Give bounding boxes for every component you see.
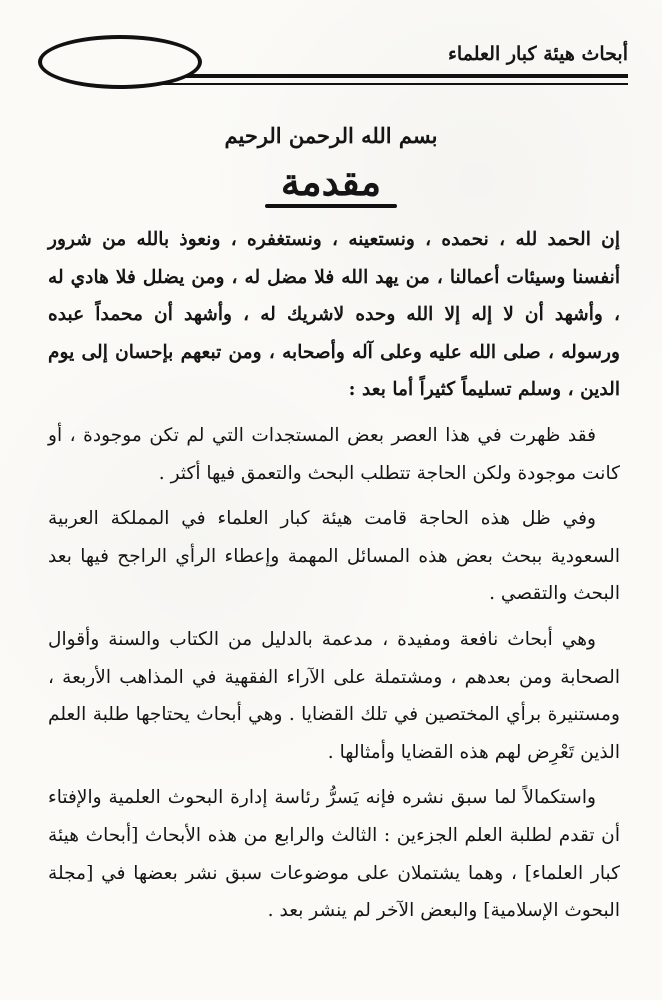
header-rule (138, 74, 628, 78)
page-number-badge (38, 35, 202, 89)
paragraph-4: وهي أبحاث نافعة ومفيدة ، مدعمة بالدليل من الكتاب والسنة وأقوال الصحابة ومن بعدهم ، ومشتملة على الآراء الفقهية في المذاهب الأربعة ، ومستنيرة برأي المختصين في تلك القضايا . وهي أبحاث يحتاجها طلبة العلم الذين تَعْرِض لهم هذه القضايا وأمثالها . (48, 628, 620, 763)
header-title: أبحاث هيئة كبار العلماء (448, 43, 628, 65)
paragraph-2: فقد ظهرت في هذا العصر بعض المستجدات التي لم تكن موجودة ، أو كانت موجودة ولكن الحاجة تتطلب البحث والتعمق فيها أكثر . (48, 424, 620, 484)
header-rule-thin (138, 83, 628, 85)
basmala: بسم الله الرحمن الرحيم (224, 123, 438, 148)
page-header (38, 35, 628, 105)
introduction-heading: مقدمة (0, 159, 662, 204)
paragraph-3: وفي ظل هذه الحاجة قامت هيئة كبار العلماء في المملكة العربية السعودية ببحث بعض هذه المسائل المهمة وإعطاء الرأي الراجح فيها بعد البحث والتقصي . (48, 508, 620, 605)
paragraph-1: إن الحمد لله ، نحمده ، ونستعينه ، ونستغفره ، ونعوذ بالله من شرور أنفسنا وسيئات أعمالنا ، من يهد الله فلا مضل له ، ومن يضلل فلا هادي له ، وأشهد أن لا إله إلا الله وحده لاشريك له ، وأشهد أن محمداً عبده ورسوله ، صلى الله عليه وعلى آله وأصحابه ، ومن تبعهم بإحسان إلى يوم الدين ، وسلم تسليماً كثيراً أما بعد : (48, 229, 620, 401)
document-body (48, 221, 620, 938)
paragraph-5: واستكمالاً لما سبق نشره فإنه يَسرُّ رئاسة إدارة البحوث العلمية والإفتاء أن تقدم لطلبة العلم الجزءين : الثالث والرابع من هذه الأبحاث [أبحاث هيئة كبار العلماء] ، وهما يشتملان على موضوعات سبق نشر بعضها في [مجلة البحوث الإسلامية] والبعض الآخر لم ينشر بعد . (48, 787, 620, 922)
